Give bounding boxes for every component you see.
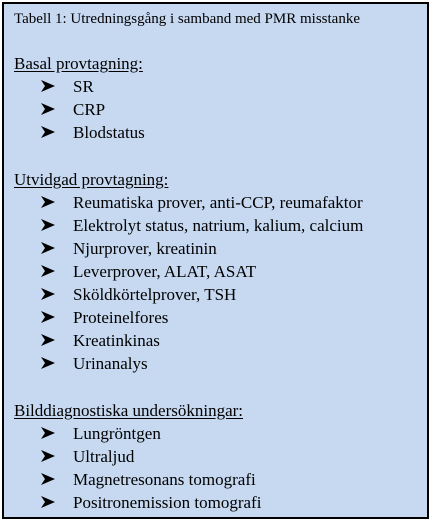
section-heading: Bilddiagnostiska undersökningar:: [14, 401, 244, 420]
arrowhead-bullet-icon: [41, 98, 55, 121]
item-text: Leverprover, ALAT, ASAT: [73, 262, 257, 281]
arrowhead-bullet-icon: [41, 468, 55, 491]
arrowhead-bullet-icon: [41, 237, 55, 260]
list-item: [14, 214, 364, 237]
section-basal-provtagning: [14, 52, 143, 144]
arrowhead-bullet-icon: [41, 422, 55, 445]
item-text: Positronemission tomografi: [73, 493, 262, 512]
item-text: Elektrolyt status, natrium, kalium, calcium: [73, 216, 364, 235]
arrowhead-bullet-icon: [41, 191, 55, 214]
section-heading: Basal provtagning:: [14, 54, 143, 73]
list-item: [14, 260, 257, 283]
arrowhead-bullet-icon: [41, 260, 55, 283]
list-item: [14, 422, 243, 445]
item-text: Urinanalys: [73, 354, 148, 373]
item-text: Njurprover, kreatinin: [73, 239, 217, 258]
list-item: [14, 445, 243, 468]
list-item: [14, 121, 143, 144]
item-list: [14, 191, 364, 375]
list-item: [14, 468, 256, 491]
table-caption: Tabell 1: Utredningsgång i samband med PMR misstanke: [14, 11, 360, 27]
section-utvidgad-provtagning: [14, 168, 364, 375]
list-item: [14, 75, 143, 98]
item-text: Lungröntgen: [73, 424, 161, 443]
list-item: [14, 283, 237, 306]
item-text: Blodstatus: [73, 123, 145, 142]
item-text: Kreatinkinas: [73, 331, 160, 350]
section-bilddiagnostiska-undersokningar: [14, 399, 262, 514]
list-item: [14, 191, 363, 214]
arrowhead-bullet-icon: [41, 121, 55, 144]
list-item: [14, 98, 143, 121]
list-item: [14, 491, 262, 514]
item-list: [14, 422, 262, 514]
arrowhead-bullet-icon: [41, 329, 55, 352]
arrowhead-bullet-icon: [41, 214, 55, 237]
arrowhead-bullet-icon: [41, 445, 55, 468]
item-text: Ultraljud: [73, 447, 135, 466]
item-text: Proteinelfores: [73, 308, 169, 327]
list-item: [14, 352, 168, 375]
item-text: SR: [73, 77, 94, 96]
arrowhead-bullet-icon: [41, 491, 55, 514]
arrowhead-bullet-icon: [41, 352, 55, 375]
item-text: Reumatiska prover, anti-CCP, reumafaktor: [73, 193, 363, 212]
section-heading: Utvidgad provtagning:: [14, 170, 169, 189]
table-box: [2, 2, 429, 519]
item-list: [14, 75, 143, 144]
list-item: [14, 237, 217, 260]
arrowhead-bullet-icon: [41, 75, 55, 98]
item-text: Magnetresonans tomografi: [73, 470, 256, 489]
arrowhead-bullet-icon: [41, 283, 55, 306]
item-text: Sköldkörtelprover, TSH: [73, 285, 237, 304]
list-item: [14, 306, 168, 329]
list-item: [14, 329, 168, 352]
item-text: CRP: [73, 100, 106, 119]
arrowhead-bullet-icon: [41, 306, 55, 329]
